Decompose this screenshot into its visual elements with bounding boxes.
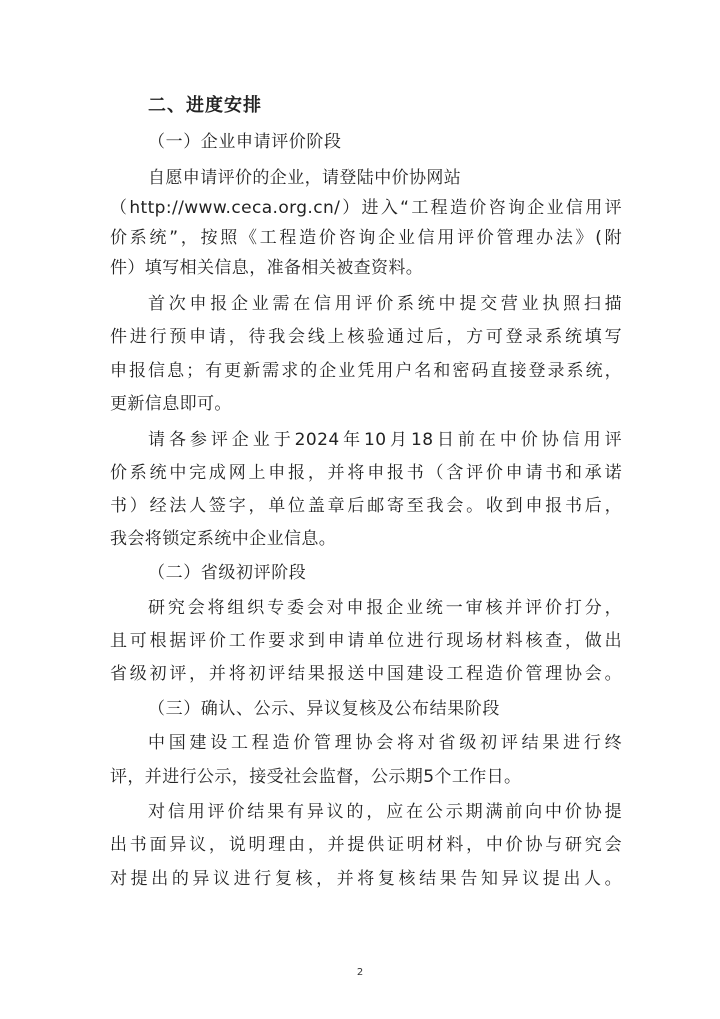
paragraph-line: 价系统中完成网上申报，并将申报书（含评价申请书和承诺 [110, 463, 622, 483]
paragraph-line: 件）填写相关信息，准备相关被查资料。 [110, 258, 424, 278]
paragraph-line: 我会将锁定系统中企业信息。 [110, 529, 337, 549]
paragraph-line: 价系统”，按照《工程造价咨询企业信用评价管理办法》(附 [110, 228, 622, 248]
stage1-heading: （一）企业申请评价阶段 [148, 132, 342, 152]
paragraph-line: 请各参评企业于2024年10月18日前在中价协信用评 [148, 430, 622, 450]
paragraph-line: 更新信息即可。 [110, 394, 232, 414]
stage2-heading: （二）省级初评阶段 [148, 563, 307, 583]
paragraph-line: 对提出的异议进行复核，并将复核结果告知异议提出人。 [110, 869, 622, 889]
paragraph-line: 中国建设工程造价管理协会将对省级初评结果进行终 [148, 733, 622, 753]
paragraph-line: 书）经法人签字，单位盖章后邮寄至我会。收到申报书后， [110, 496, 622, 516]
paragraph-line: 且可根据评价工作要求到申请单位进行现场材料核查，做出 [110, 631, 622, 651]
paragraph-line: 首次申报企业需在信用评价系统中提交营业执照扫描 [148, 294, 622, 314]
paragraph-line: 自愿申请评价的企业，请登陆中价协网站 [148, 168, 462, 188]
stage3-heading: （三）确认、公示、异议复核及公布结果阶段 [148, 699, 500, 719]
paragraph-line: 省级初评，并将初评结果报送中国建设工程造价管理协会。 [110, 664, 622, 684]
page-number: 2 [356, 967, 364, 978]
section-title: 二、进度安排 [148, 95, 262, 116]
paragraph-line: 件进行预申请，待我会线上核验通过后，方可登录系统填写 [110, 327, 622, 347]
paragraph-line: 对信用评价结果有异议的，应在公示期满前向中价协提 [148, 802, 622, 822]
paragraph-line: （http://www.ceca.org.cn/）进入“工程造价咨询企业信用评 [110, 198, 622, 218]
paragraph-line: 出书面异议，说明理由，并提供证明材料，中价协与研究会 [110, 835, 622, 855]
paragraph-line: 申报信息；有更新需求的企业凭用户名和密码直接登录系统， [110, 361, 622, 381]
paragraph-line: 评，并进行公示，接受社会监督，公示期5个工作日。 [110, 767, 522, 787]
paragraph-line: 研究会将组织专委会对申报企业统一审核并评价打分， [148, 598, 622, 618]
